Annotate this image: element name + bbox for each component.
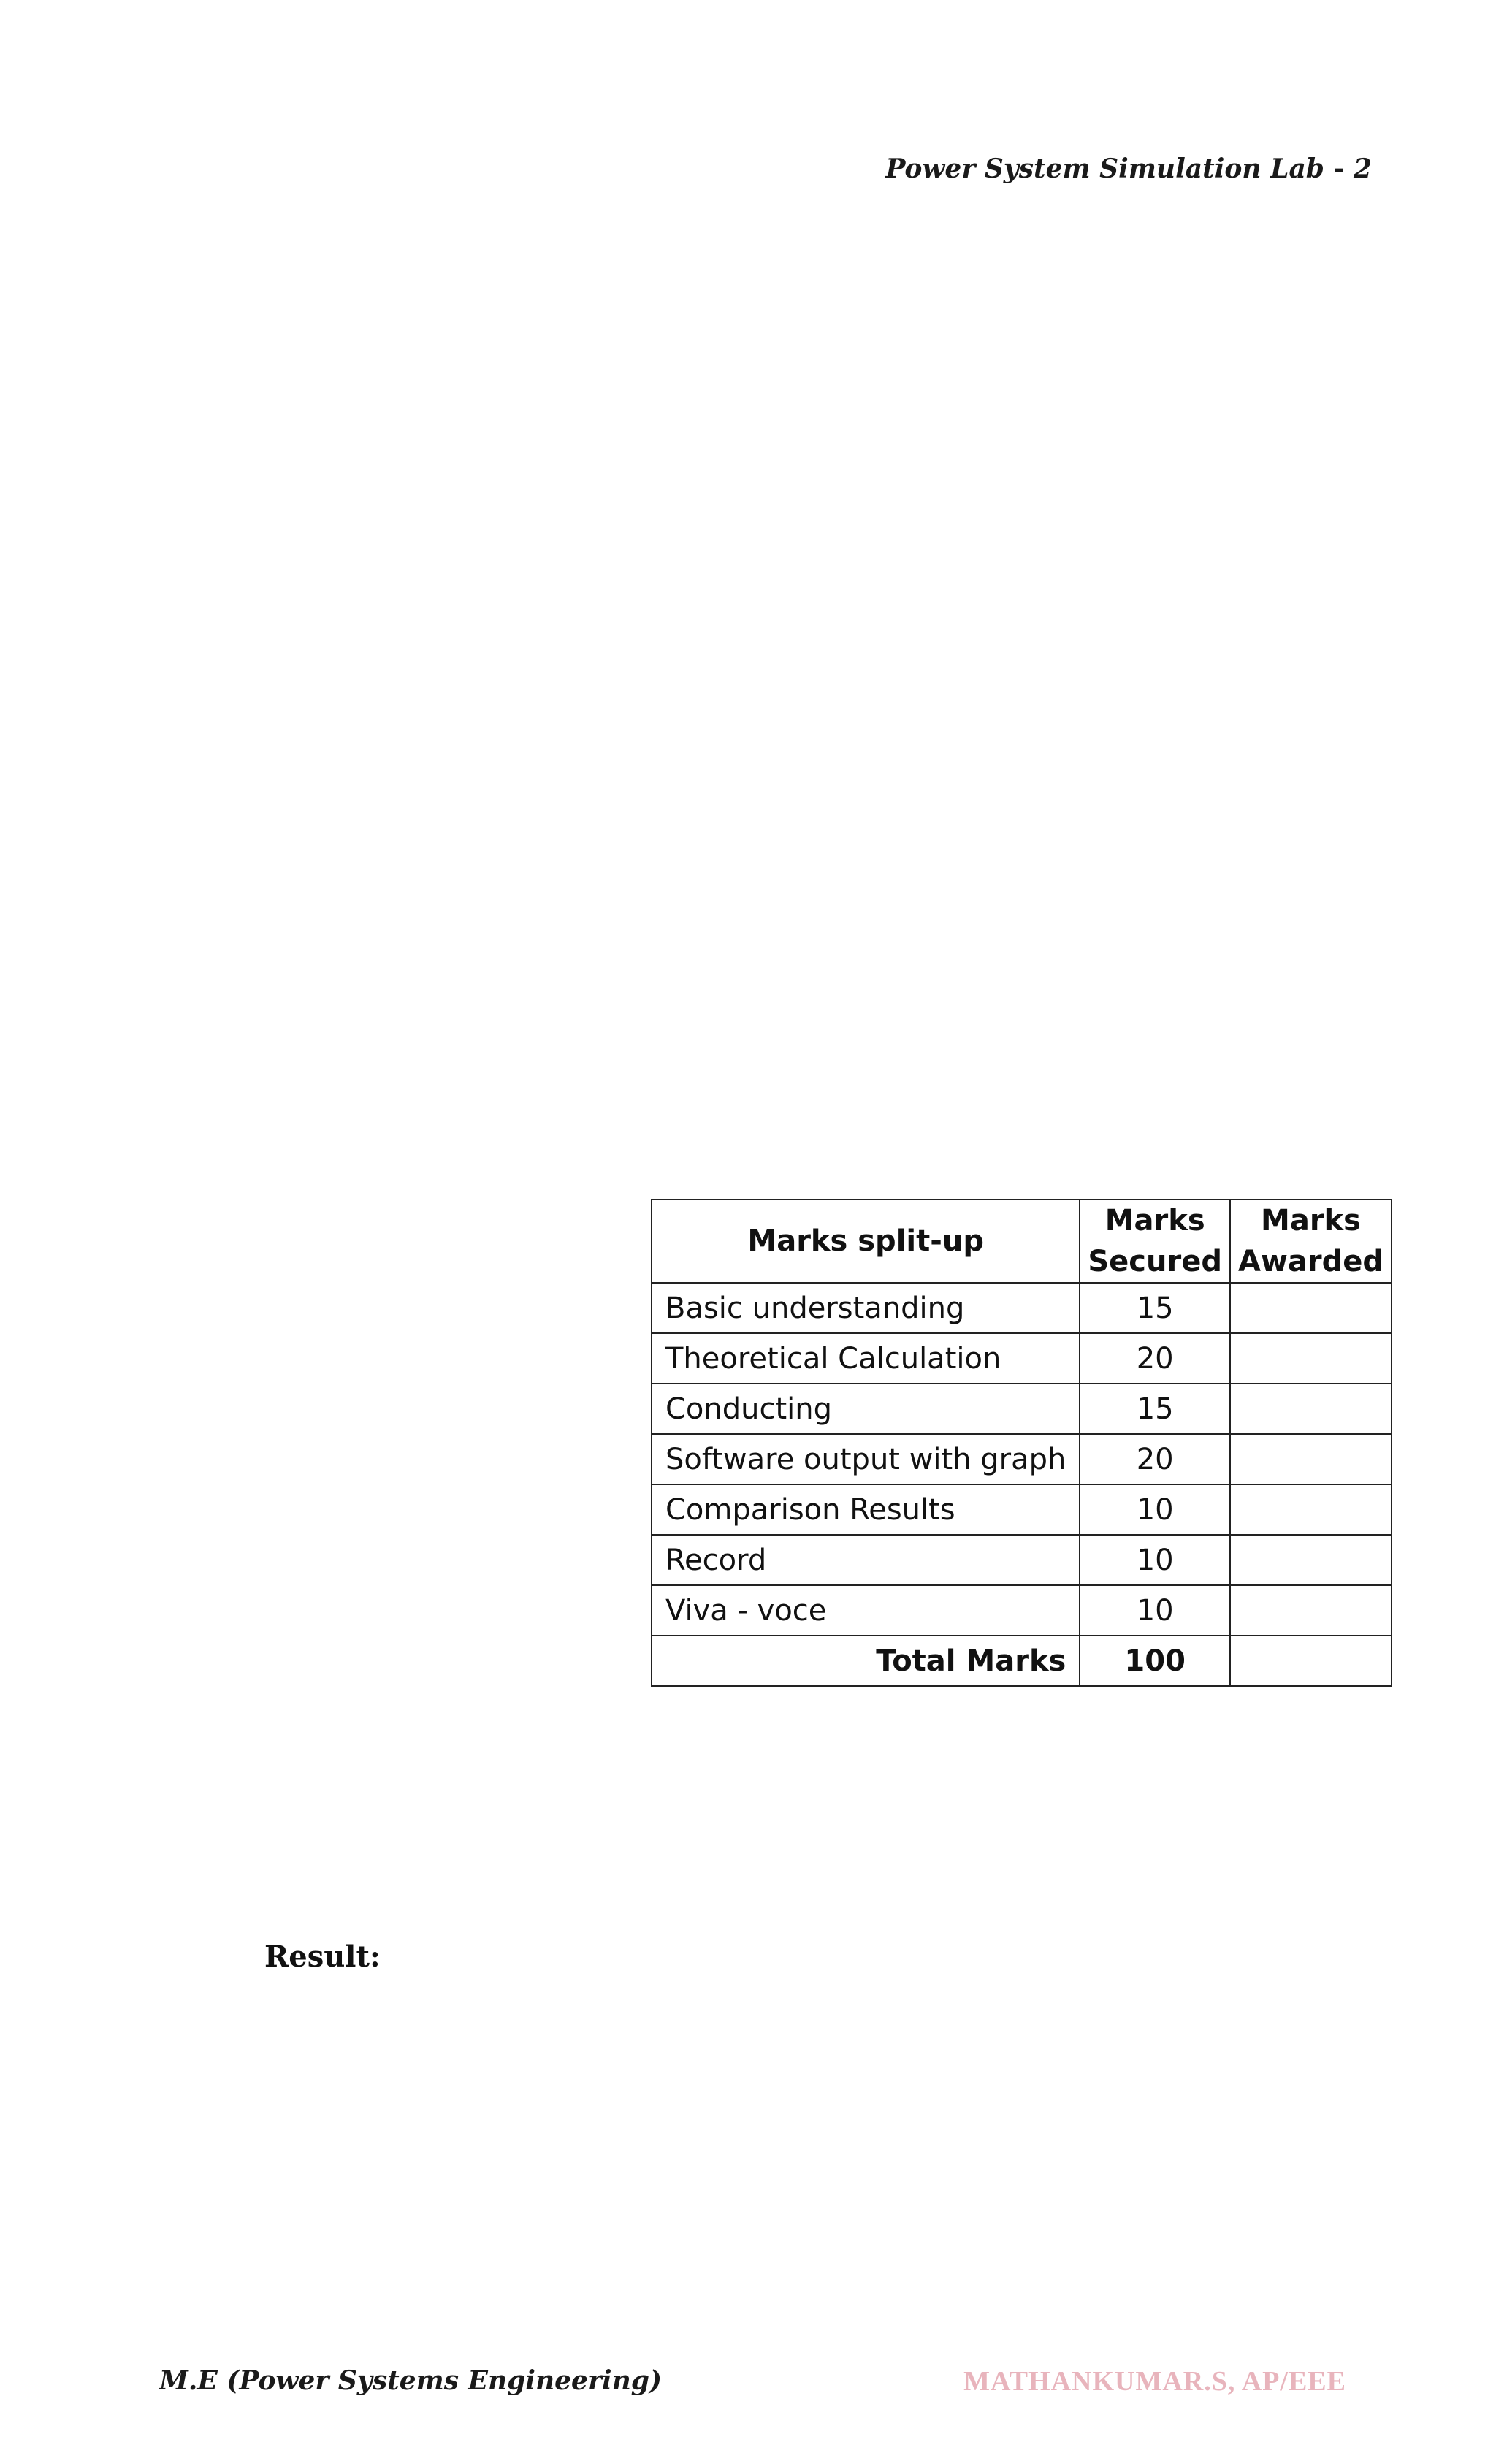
marks-table xyxy=(651,1199,1392,1687)
row-secured: 15 xyxy=(1080,1384,1230,1434)
row-secured: 10 xyxy=(1080,1484,1230,1535)
row-secured: 15 xyxy=(1080,1283,1230,1333)
table-row xyxy=(652,1283,1392,1333)
footer-course-name: M.E (Power Systems Engineering) xyxy=(159,2365,662,2396)
row-label: Comparison Results xyxy=(652,1484,1080,1535)
row-label: Basic understanding xyxy=(652,1283,1080,1333)
row-label: Software output with graph xyxy=(652,1434,1080,1484)
header-marks-secured-line1: Marks xyxy=(1104,1204,1205,1237)
header-marks-split-up: Marks split-up xyxy=(652,1199,1080,1283)
row-label: Theoretical Calculation xyxy=(652,1333,1080,1384)
row-awarded xyxy=(1230,1384,1392,1434)
row-awarded xyxy=(1230,1484,1392,1535)
result-label: Result: xyxy=(264,1939,381,1974)
header-marks-awarded-line2: Awarded xyxy=(1237,1245,1384,1278)
table-row xyxy=(652,1434,1392,1484)
row-awarded xyxy=(1230,1585,1392,1636)
row-label: Viva - voce xyxy=(652,1585,1080,1636)
table-row xyxy=(652,1535,1392,1585)
row-label: Record xyxy=(652,1535,1080,1585)
row-awarded xyxy=(1230,1434,1392,1484)
table-row xyxy=(652,1484,1392,1535)
table-row xyxy=(652,1384,1392,1434)
table-row xyxy=(652,1585,1392,1636)
row-secured: 10 xyxy=(1080,1535,1230,1585)
page-header-title: Power System Simulation Lab - 2 xyxy=(885,153,1372,184)
row-secured: 20 xyxy=(1080,1434,1230,1484)
total-label: Total Marks xyxy=(652,1636,1080,1686)
row-label: Conducting xyxy=(652,1384,1080,1434)
footer-author: MATHANKUMAR.S, AP/EEE xyxy=(963,2366,1346,2397)
row-secured: 20 xyxy=(1080,1333,1230,1384)
row-awarded xyxy=(1230,1535,1392,1585)
row-secured: 10 xyxy=(1080,1585,1230,1636)
header-marks-awarded xyxy=(1230,1199,1392,1283)
marks-table-header-row xyxy=(652,1199,1392,1283)
total-awarded xyxy=(1230,1636,1392,1686)
total-secured: 100 xyxy=(1080,1636,1230,1686)
table-row xyxy=(652,1333,1392,1384)
header-marks-secured-line2: Secured xyxy=(1088,1245,1222,1278)
row-awarded xyxy=(1230,1333,1392,1384)
table-total-row xyxy=(652,1636,1392,1686)
row-awarded xyxy=(1230,1283,1392,1333)
header-marks-secured xyxy=(1080,1199,1230,1283)
header-marks-awarded-line1: Marks xyxy=(1261,1204,1361,1237)
